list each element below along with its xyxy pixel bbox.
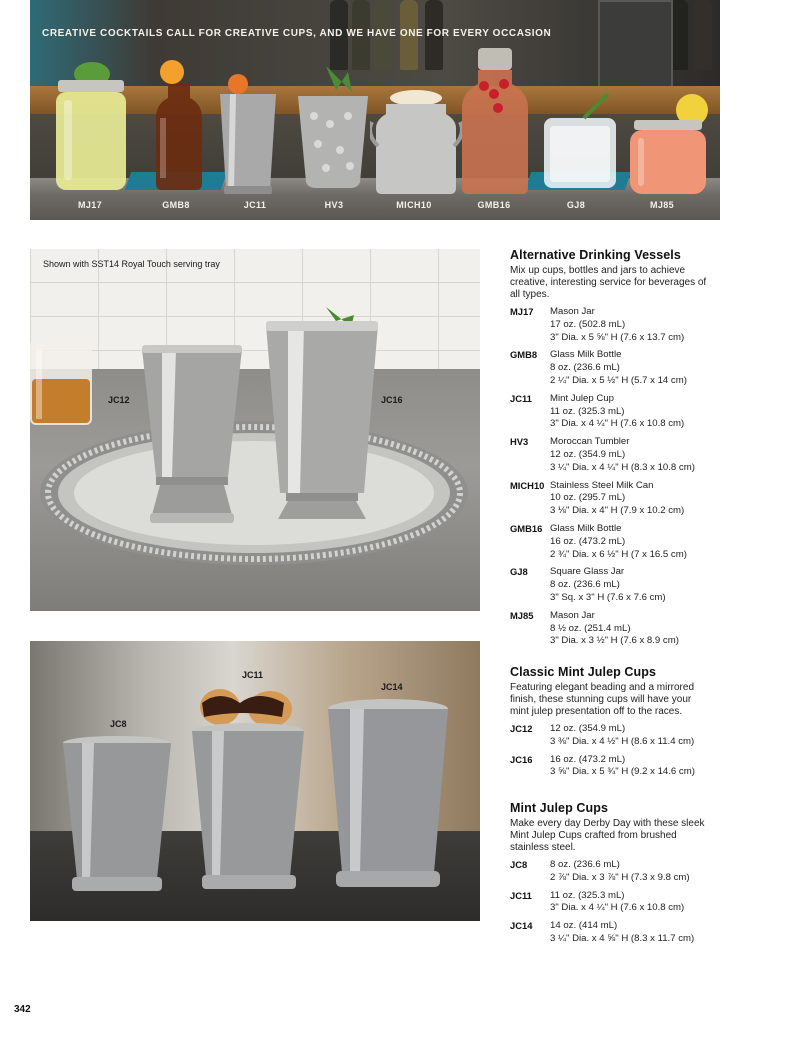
product-capacity: 8 ½ oz. (251.4 mL) bbox=[550, 622, 631, 634]
product-capacity: 16 oz. (473.2 mL) bbox=[550, 753, 626, 765]
hero-label-gj8: GJ8 bbox=[566, 200, 586, 210]
product-name: Mint Julep Cup bbox=[550, 392, 614, 404]
hero-label-mich10: MICH10 bbox=[396, 200, 432, 210]
product-dimensions: 3 ¼" Dia. x 4 ⅝" H (8.3 x 11.7 cm) bbox=[550, 932, 695, 944]
square-glass-jar-gj8-image bbox=[540, 92, 620, 192]
product-capacity: 8 oz. (236.6 mL) bbox=[550, 362, 620, 374]
hero-photo bbox=[30, 0, 720, 220]
photo-label-jc8: JC8 bbox=[110, 719, 127, 729]
product-item bbox=[510, 890, 790, 916]
hero-label-mj17: MJ17 bbox=[77, 200, 103, 210]
product-dimensions: 3 ⅜" Dia. x 4 ½" H (8.6 x 11.4 cm) bbox=[550, 735, 695, 747]
product-dimensions: 3" Dia. x 4 ¼" H (7.6 x 10.8 cm) bbox=[550, 902, 685, 914]
serving-tray-image bbox=[36, 415, 476, 571]
product-name: Mason Jar bbox=[550, 306, 595, 317]
hero-label-gmb16: GMB16 bbox=[477, 200, 511, 210]
description-line: mint julep presentation off to the races. bbox=[510, 706, 683, 717]
mint-julep-cup-jc16-image bbox=[262, 307, 382, 529]
product-dimensions: 3" Dia. x 3 ½" H (7.6 x 8.9 cm) bbox=[550, 635, 679, 647]
product-code: HV3 bbox=[510, 436, 529, 448]
product-name: Moroccan Tumbler bbox=[550, 436, 630, 448]
product-dimensions: 2 ¾" Dia. x 6 ½" H (7 x 16.5 cm) bbox=[550, 548, 687, 560]
product-code: JC11 bbox=[510, 889, 532, 901]
chalkboard-image bbox=[598, 0, 673, 92]
section-classic-mint-julep-cups bbox=[510, 665, 790, 784]
product-capacity: 11 oz. (325.3 mL) bbox=[550, 889, 625, 901]
product-item bbox=[510, 480, 790, 518]
product-item bbox=[510, 754, 790, 780]
product-dimensions: 3 ⅛" Dia. x 4" H (7.9 x 10.2 cm) bbox=[550, 505, 685, 517]
hero-label-gmb8: GMB8 bbox=[162, 200, 190, 210]
product-name: Square Glass Jar bbox=[550, 566, 625, 578]
description-line: finish, these stunning cups will have your bbox=[510, 694, 692, 705]
product-item bbox=[510, 306, 790, 344]
hero-label-jc11: JC11 bbox=[243, 200, 267, 210]
product-dimensions: 3 ⅝" Dia. x 5 ¾" H (9.2 x 14.6 cm) bbox=[550, 766, 695, 778]
description-line: Mint Julep Cups crafted from brushed bbox=[510, 830, 677, 841]
product-item bbox=[510, 566, 790, 604]
product-name: Glass Milk Bottle bbox=[550, 349, 622, 361]
cups-photo bbox=[30, 641, 480, 921]
product-item bbox=[510, 723, 790, 749]
section-description bbox=[510, 818, 790, 854]
product-code: GJ8 bbox=[510, 566, 528, 578]
product-capacity: 12 oz. (354.9 mL) bbox=[550, 448, 626, 460]
section-title: Mint Julep Cups bbox=[510, 801, 609, 815]
product-capacity: 16 oz. (473.2 mL) bbox=[550, 535, 626, 547]
product-capacity: 14 oz. (414 mL) bbox=[550, 920, 618, 932]
product-code: JC16 bbox=[510, 753, 533, 765]
product-item bbox=[510, 436, 790, 474]
product-dimensions: 2 ¼" Dia. x 5 ½" H (5.7 x 14 cm) bbox=[550, 374, 687, 386]
tray-photo-caption: Shown with SST14 Royal Touch serving tray bbox=[43, 259, 220, 269]
glass-milk-bottle-gmb16-image bbox=[462, 30, 528, 194]
tray-photo bbox=[30, 249, 480, 611]
product-item bbox=[510, 349, 790, 387]
description-line: all types. bbox=[510, 289, 550, 300]
product-capacity: 8 oz. (236.6 mL) bbox=[550, 579, 620, 591]
section-title: Alternative Drinking Vessels bbox=[510, 248, 681, 262]
product-list bbox=[510, 723, 790, 779]
section-alternative-drinking-vessels bbox=[510, 248, 790, 653]
product-capacity: 17 oz. (502.8 mL) bbox=[550, 318, 626, 330]
product-item bbox=[510, 610, 790, 648]
glass-milk-bottle-gmb8-image bbox=[152, 48, 206, 190]
photo-label-jc12: JC12 bbox=[108, 395, 130, 405]
section-description bbox=[510, 682, 790, 718]
milk-can-mich10-image bbox=[370, 82, 462, 196]
page-number: 342 bbox=[14, 1004, 31, 1015]
product-code: MICH10 bbox=[510, 479, 545, 491]
mint-julep-cup-jc12-image bbox=[138, 343, 250, 529]
product-code: MJ17 bbox=[510, 306, 534, 317]
description-line: creative, interesting service for beverages of bbox=[510, 277, 707, 288]
hero-label-hv3: HV3 bbox=[324, 200, 344, 210]
description-line: stainless steel. bbox=[510, 842, 576, 853]
product-dimensions: 2 ⅞" Dia. x 3 ⅞" H (7.3 x 9.8 cm) bbox=[550, 871, 690, 883]
product-code: JC8 bbox=[510, 859, 528, 870]
product-code: GMB16 bbox=[510, 522, 543, 534]
mason-jar-mj17-image bbox=[50, 52, 130, 194]
whiskey-glass-image bbox=[30, 319, 100, 429]
section-description bbox=[510, 265, 790, 301]
product-item bbox=[510, 920, 790, 946]
product-name: Glass Milk Bottle bbox=[550, 522, 622, 534]
product-code: JC12 bbox=[510, 723, 533, 734]
product-item bbox=[510, 523, 790, 561]
product-item bbox=[510, 859, 790, 885]
photo-label-jc16: JC16 bbox=[381, 395, 403, 405]
product-code: JC11 bbox=[510, 392, 532, 404]
product-dimensions: 3" Dia. x 4 ¼" H (7.6 x 10.8 cm) bbox=[550, 418, 685, 430]
moroccan-tumbler-hv3-image bbox=[296, 62, 370, 192]
product-name: Stainless Steel Milk Can bbox=[550, 479, 654, 491]
mint-julep-cup-jc14-image bbox=[326, 697, 450, 893]
mint-julep-cup-jc8-image bbox=[60, 735, 174, 897]
section-title: Classic Mint Julep Cups bbox=[510, 665, 657, 679]
mint-julep-cup-jc11-photo-image bbox=[190, 683, 306, 893]
photo-label-jc14: JC14 bbox=[381, 682, 403, 692]
description-line: Featuring elegant beading and a mirrored bbox=[510, 682, 695, 693]
product-capacity: 10 oz. (295.7 mL) bbox=[550, 492, 626, 504]
photo-label-jc11: JC11 bbox=[242, 670, 264, 680]
product-dimensions: 3 ¼" Dia. x 4 ¼" H (8.3 x 10.8 cm) bbox=[550, 461, 695, 473]
product-dimensions: 3" Sq. x 3" H (7.6 x 7.6 cm) bbox=[550, 591, 666, 603]
description-line: Make every day Derby Day with these sleek bbox=[510, 818, 705, 829]
product-capacity: 8 oz. (236.6 mL) bbox=[550, 859, 620, 870]
mason-jar-mj85-image bbox=[626, 90, 712, 198]
product-code: GMB8 bbox=[510, 349, 538, 361]
hero-label-mj85: MJ85 bbox=[649, 200, 675, 210]
product-capacity: 11 oz. (325.3 mL) bbox=[550, 405, 625, 417]
product-code: JC14 bbox=[510, 920, 533, 932]
product-capacity: 12 oz. (354.9 mL) bbox=[550, 723, 626, 734]
bottle-image bbox=[694, 0, 712, 70]
product-item bbox=[510, 393, 790, 431]
product-code: MJ85 bbox=[510, 609, 534, 621]
mint-julep-cup-jc11-image bbox=[218, 70, 278, 196]
product-list bbox=[510, 306, 790, 648]
product-name: Mason Jar bbox=[550, 609, 595, 621]
product-list bbox=[510, 859, 790, 946]
section-mint-julep-cups bbox=[510, 801, 790, 951]
product-dimensions: 3" Dia. x 5 ⅝" H (7.6 x 13.7 cm) bbox=[550, 331, 685, 343]
hero-caption: CREATIVE COCKTAILS CALL FOR CREATIVE CUPS, AND WE HAVE ONE FOR EVERY OCCASION bbox=[42, 28, 552, 39]
description-line: Mix up cups, bottles and jars to achieve bbox=[510, 265, 686, 276]
